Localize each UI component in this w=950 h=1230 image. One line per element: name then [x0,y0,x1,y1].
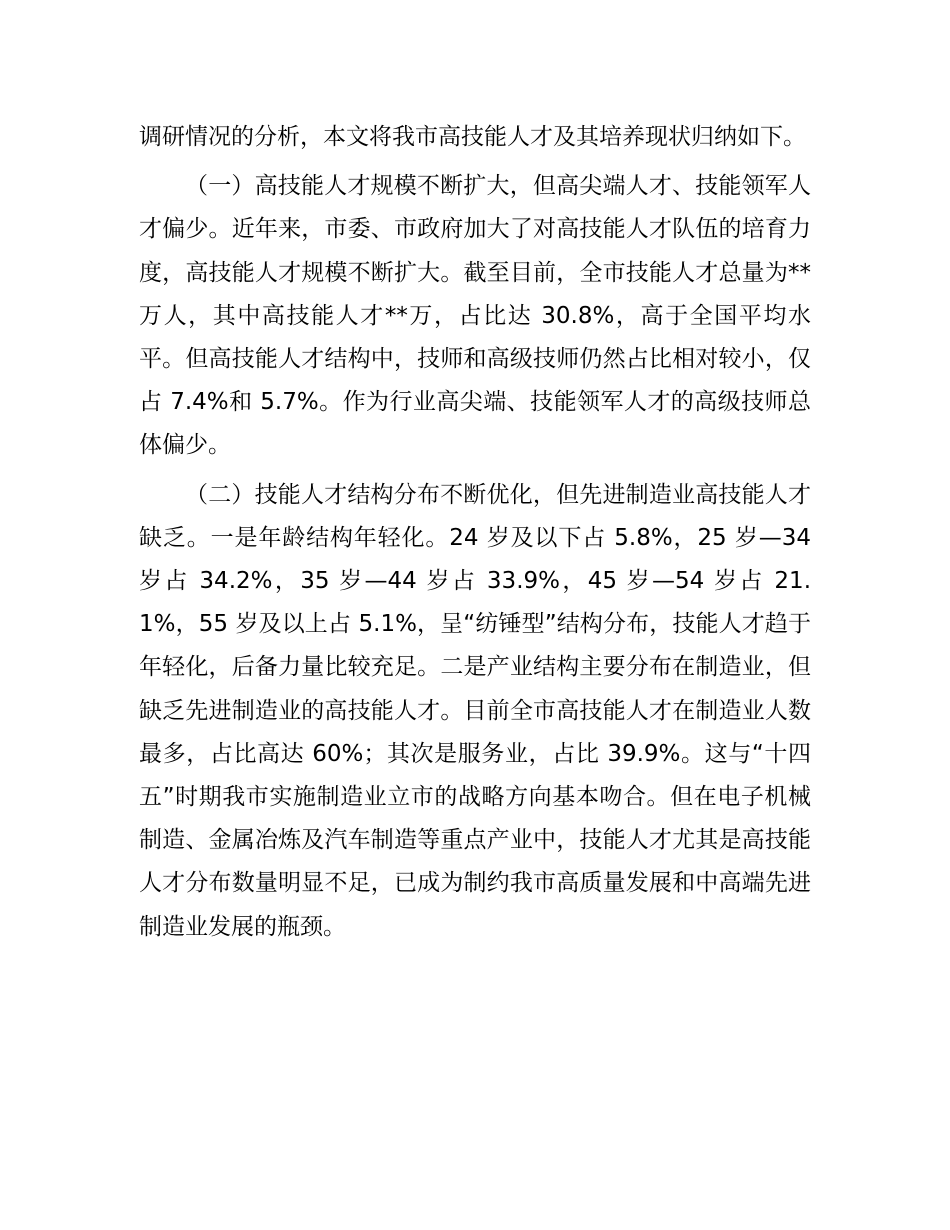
paragraph-intro-continuation: 调研情况的分析，本文将我市高技能人才及其培养现状归纳如下。 [139,124,806,150]
paragraph-section-two: （二）技能人才结构分布不断优化，但先进制造业高技能人才缺乏。一是年龄结构年轻化。24 岁及以下占 5.8%，25 岁—34 岁占 34.2%，35 岁—44 岁占 33.9%，45 岁—54 岁占 21.1%，55 岁及以上占 5.1%，呈“纺锤型”结构分布，技能人才趋于年轻化，后备力量比较充足。二是产业结构主要分布在制造业，但缺乏先进制造业的高技能人才。目前全市高技能人才在制造业人数最多，占比高达 60%；其次是服务业，占比 39.9%。这与“十四五”时期我市实施制造业立市的战略方向基本吻合。但在电子机械制造、金属冶炼及汽车制造等重点产业中，技能人才尤其是高技能人才分布数量明显不足，已成为制约我市高质量发展和中高端先进制造业发展的瓶颈。 [139,481,819,940]
paragraph-section-one: （一）高技能人才规模不断扩大，但高尖端人才、技能领军人才偏少。近年来，市委、市政府加大了对高技能人才队伍的培育力度，高技能人才规模不断扩大。截至目前，全市技能人才总量为**万人，其中高技能人才**万，占比达 30.8%，高于全国平均水平。但高技能人才结构中，技师和高级技师仍然占比相对较小，仅占 7.4%和 5.7%。作为行业高尖端、技能领军人才的高级技师总体偏少。 [139,173,811,459]
document-page [139,116,819,955]
